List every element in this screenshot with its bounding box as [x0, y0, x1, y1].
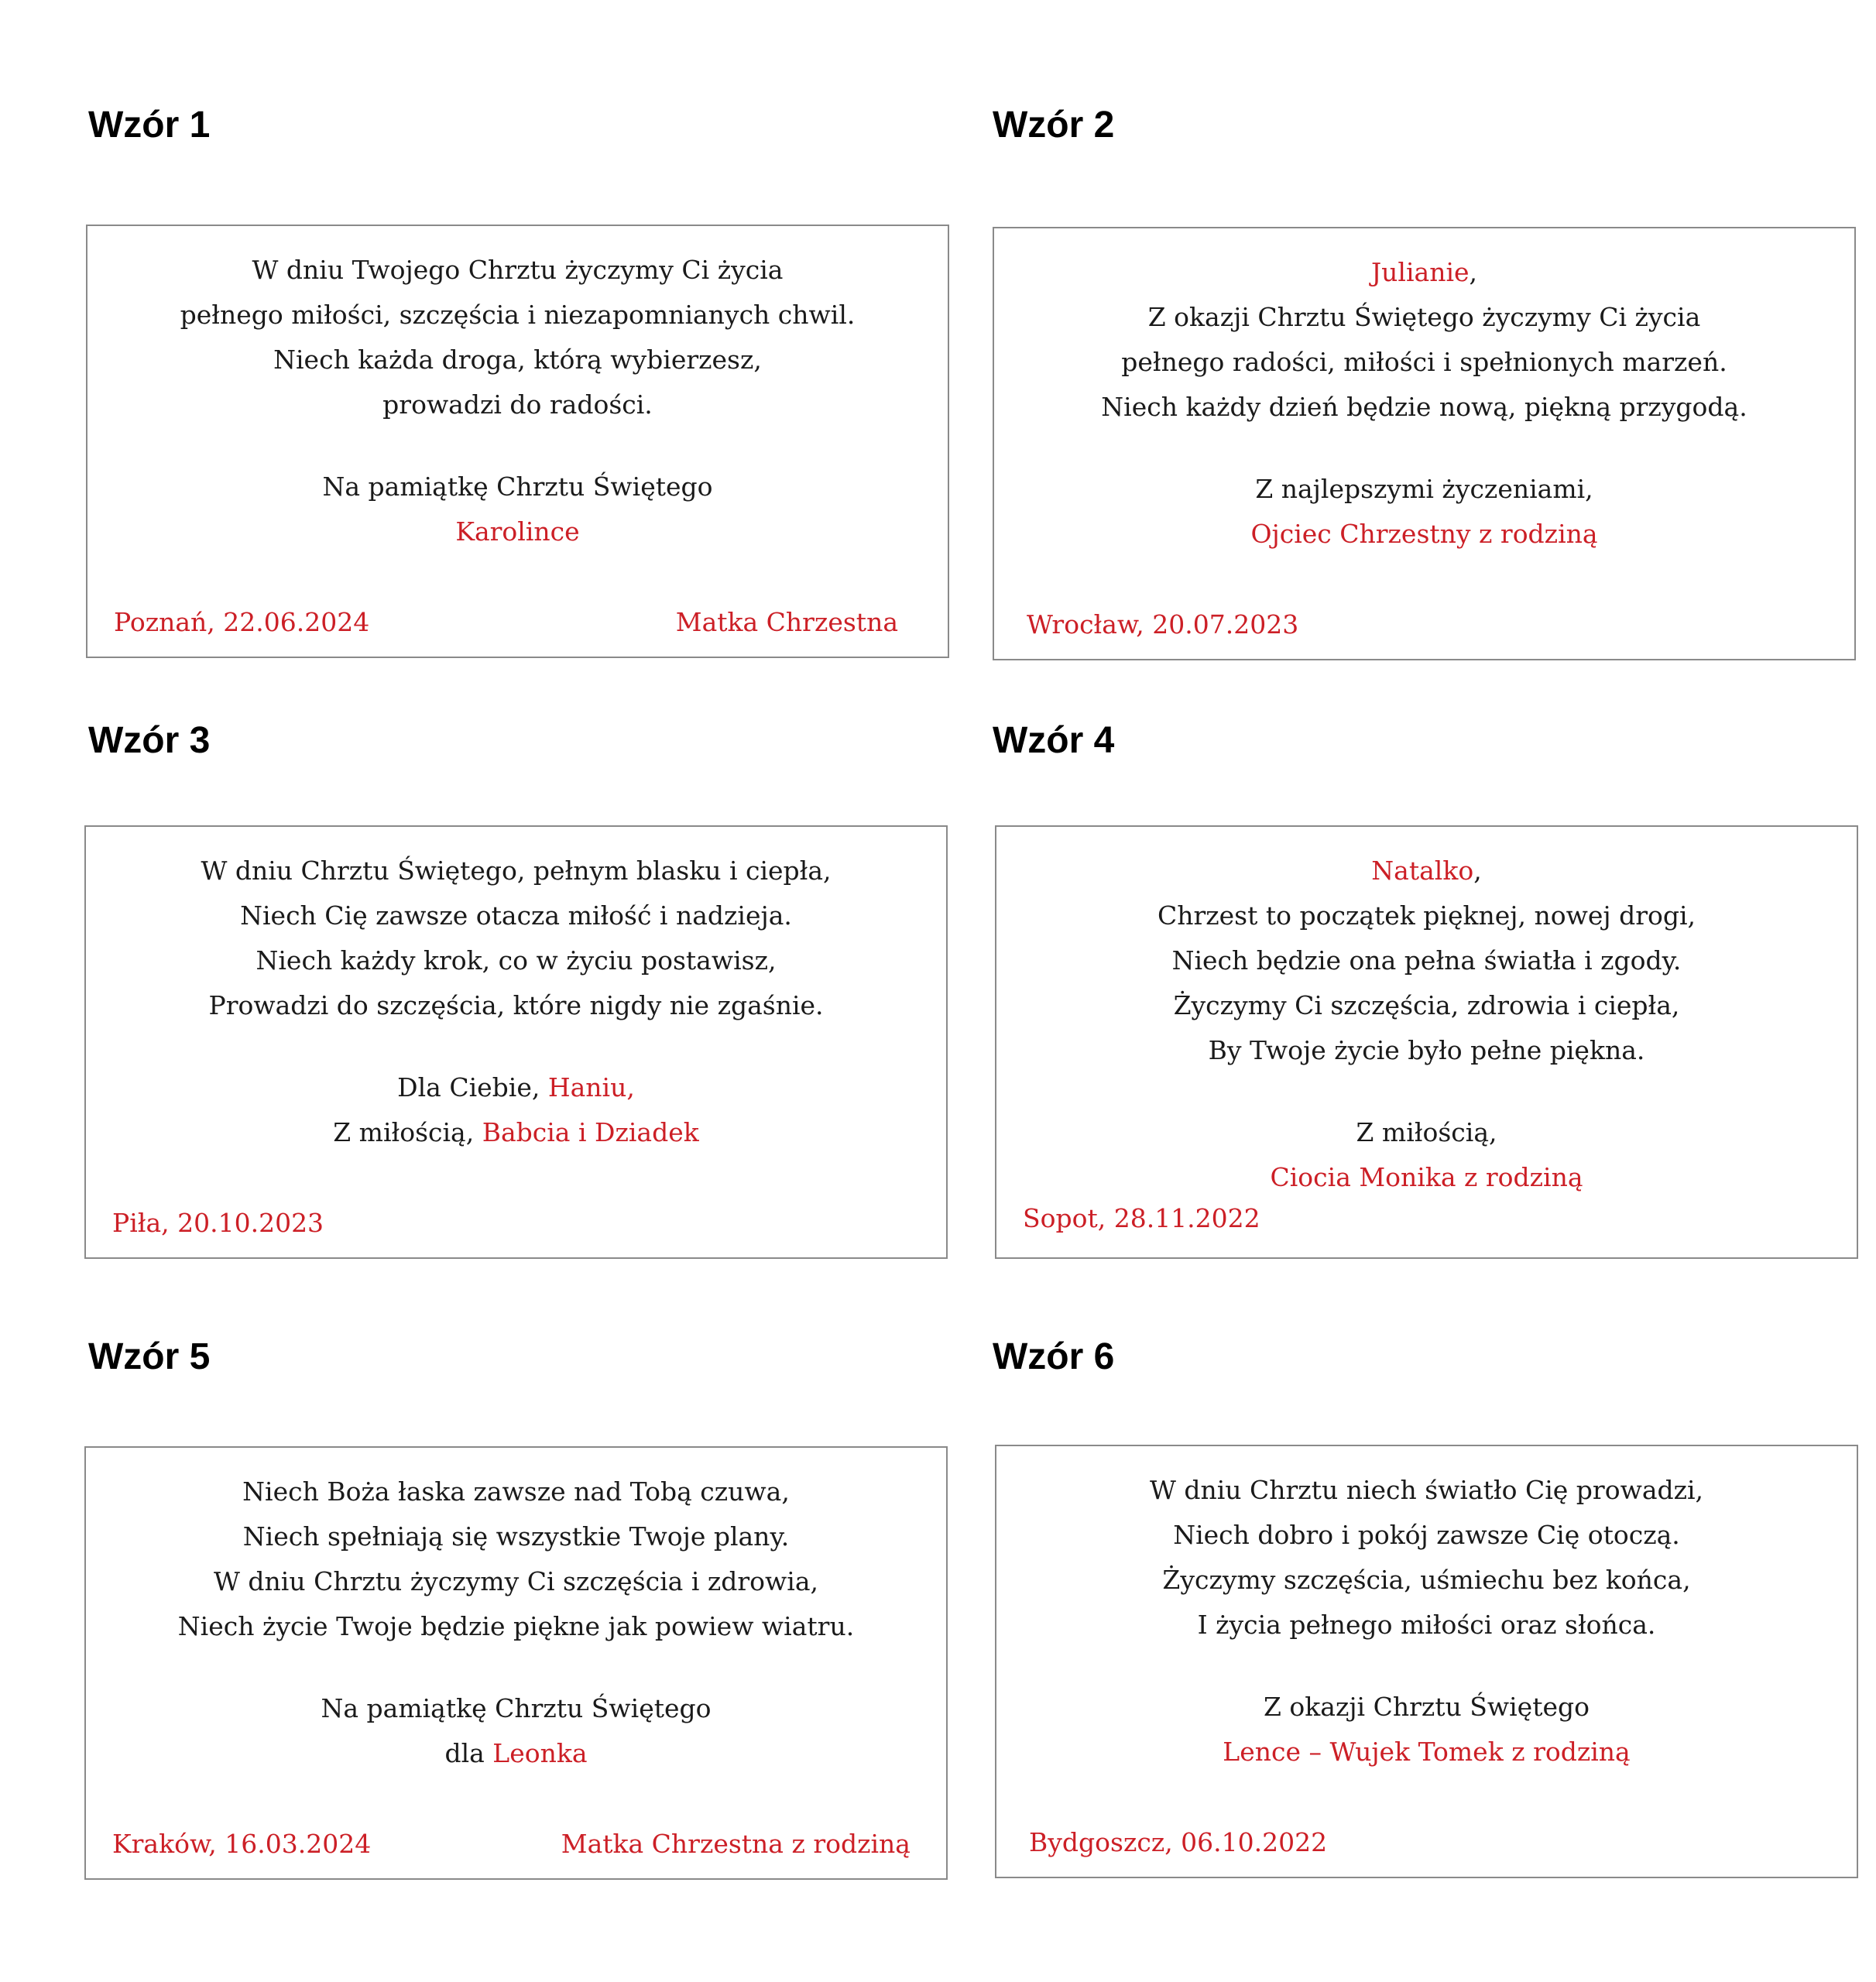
- greeting-punct: ,: [1473, 856, 1482, 886]
- place-date: Bydgoszcz, 06.10.2022: [1029, 1827, 1328, 1857]
- recipient-name: Karolince: [455, 516, 580, 547]
- verse-line: Z okazji Chrztu Świętego życzymy Ci życia: [1147, 302, 1701, 332]
- verse-line: Niech spełniają się wszystkie Twoje plany.: [242, 1521, 790, 1552]
- recipient-line: [86, 1731, 946, 1776]
- closing-line: [86, 1110, 946, 1155]
- design-5-text: [86, 1469, 946, 1776]
- design-6-heading: Wzór 6: [993, 1336, 1115, 1377]
- verse-line: I życia pełnego miłości oraz słońca.: [1197, 1610, 1656, 1640]
- verse-line: Życzymy szczęścia, uśmiechu bez końca,: [1162, 1565, 1691, 1595]
- signature: Babcia i Dziadek: [482, 1117, 699, 1147]
- design-2-card[interactable]: [993, 227, 1856, 660]
- verse-line: Niech każda droga, którą wybierzesz,: [273, 345, 762, 375]
- signature: Matka Chrzestna: [675, 607, 898, 637]
- design-1-text: [87, 248, 948, 554]
- verse-line: By Twoje życie było pełne piękna.: [1208, 1035, 1645, 1065]
- name-prefix: dla: [444, 1738, 493, 1768]
- greeting-line: [996, 849, 1857, 893]
- closing-line: Z miłością,: [1356, 1117, 1497, 1147]
- design-2-heading: Wzór 2: [993, 105, 1115, 146]
- closing-line: Z najlepszymi życzeniami,: [1255, 474, 1593, 504]
- place-date: Wrocław, 20.07.2023: [1027, 609, 1299, 640]
- verse-line: Prowadzi do szczęścia, które nigdy nie zgaśnie.: [208, 990, 824, 1020]
- design-3-heading: Wzór 3: [88, 720, 211, 761]
- design-1-heading: Wzór 1: [88, 105, 211, 146]
- verse-line: prowadzi do radości.: [382, 389, 653, 420]
- verse-line: W dniu Chrztu życzymy Ci szczęścia i zdrowia,: [213, 1566, 819, 1596]
- verse-line: pełnego radości, miłości i spełnionych marzeń.: [1121, 347, 1727, 377]
- signature: Matka Chrzestna z rodziną: [561, 1829, 911, 1859]
- verse-line: Niech każdy dzień będzie nową, piękną przygodą.: [1101, 392, 1747, 422]
- design-1-card[interactable]: [86, 225, 949, 658]
- verse-line: W dniu Chrztu niech światło Cię prowadzi,: [1149, 1475, 1704, 1505]
- closing-line: Na pamiątkę Chrztu Świętego: [321, 1693, 712, 1723]
- verse-line: Niech Cię zawsze otacza miłość i nadzieja.: [240, 900, 792, 931]
- recipient-name: Haniu,: [547, 1072, 635, 1102]
- place-date: Kraków, 16.03.2024: [112, 1829, 372, 1859]
- verse-line: Niech Boża łaska zawsze nad Tobą czuwa,: [242, 1476, 790, 1507]
- verse-line: Życzymy Ci szczęścia, zdrowia i ciepła,: [1173, 990, 1680, 1020]
- design-4-text: [996, 849, 1857, 1200]
- greeting-name: Natalko: [1371, 856, 1474, 886]
- signature: Ciocia Monika z rodziną: [1270, 1162, 1583, 1192]
- greeting-punct: ,: [1469, 257, 1478, 287]
- design-2-text: [994, 250, 1854, 557]
- closing-line: Na pamiątkę Chrztu Świętego: [322, 471, 713, 502]
- verse-line: Niech życie Twoje będzie piękne jak powiew wiatru.: [177, 1611, 855, 1641]
- place-date: Poznań, 22.06.2024: [114, 607, 370, 637]
- verse-line: Niech będzie ona pełna światła i zgody.: [1171, 945, 1682, 976]
- greeting-name: Julianie: [1370, 257, 1470, 287]
- closing-prefix: Dla Ciebie,: [397, 1072, 548, 1102]
- design-3-text: [86, 849, 946, 1155]
- place-date: Piła, 20.10.2023: [112, 1208, 324, 1238]
- greeting-line: [994, 250, 1854, 295]
- design-4-heading: Wzór 4: [993, 720, 1115, 761]
- verse-line: Chrzest to początek pięknej, nowej drogi,: [1157, 900, 1696, 931]
- place-date: Sopot, 28.11.2022: [1023, 1203, 1260, 1233]
- closing-line: Z okazji Chrztu Świętego: [1263, 1692, 1590, 1722]
- design-6-card[interactable]: [995, 1445, 1858, 1878]
- design-3-card[interactable]: [84, 825, 948, 1259]
- design-5-heading: Wzór 5: [88, 1336, 211, 1377]
- recipient-name: Leonka: [492, 1738, 588, 1768]
- design-5-card[interactable]: [84, 1446, 948, 1880]
- signature: Ojciec Chrzestny z rodziną: [1250, 519, 1598, 549]
- verse-line: W dniu Chrztu Świętego, pełnym blasku i ciepła,: [201, 856, 832, 886]
- verse-line: W dniu Twojego Chrztu życzymy Ci życia: [252, 255, 784, 285]
- design-6-text: [996, 1468, 1857, 1775]
- verse-line: pełnego miłości, szczęścia i niezapomnianych chwil.: [180, 300, 856, 330]
- closing-prefix: Z miłością,: [333, 1117, 482, 1147]
- verse-line: Niech dobro i pokój zawsze Cię otoczą.: [1173, 1520, 1680, 1550]
- signature: Lence – Wujek Tomek z rodziną: [1223, 1737, 1631, 1767]
- closing-line: [86, 1065, 946, 1110]
- design-4-card[interactable]: [995, 825, 1858, 1259]
- verse-line: Niech każdy krok, co w życiu postawisz,: [256, 945, 777, 976]
